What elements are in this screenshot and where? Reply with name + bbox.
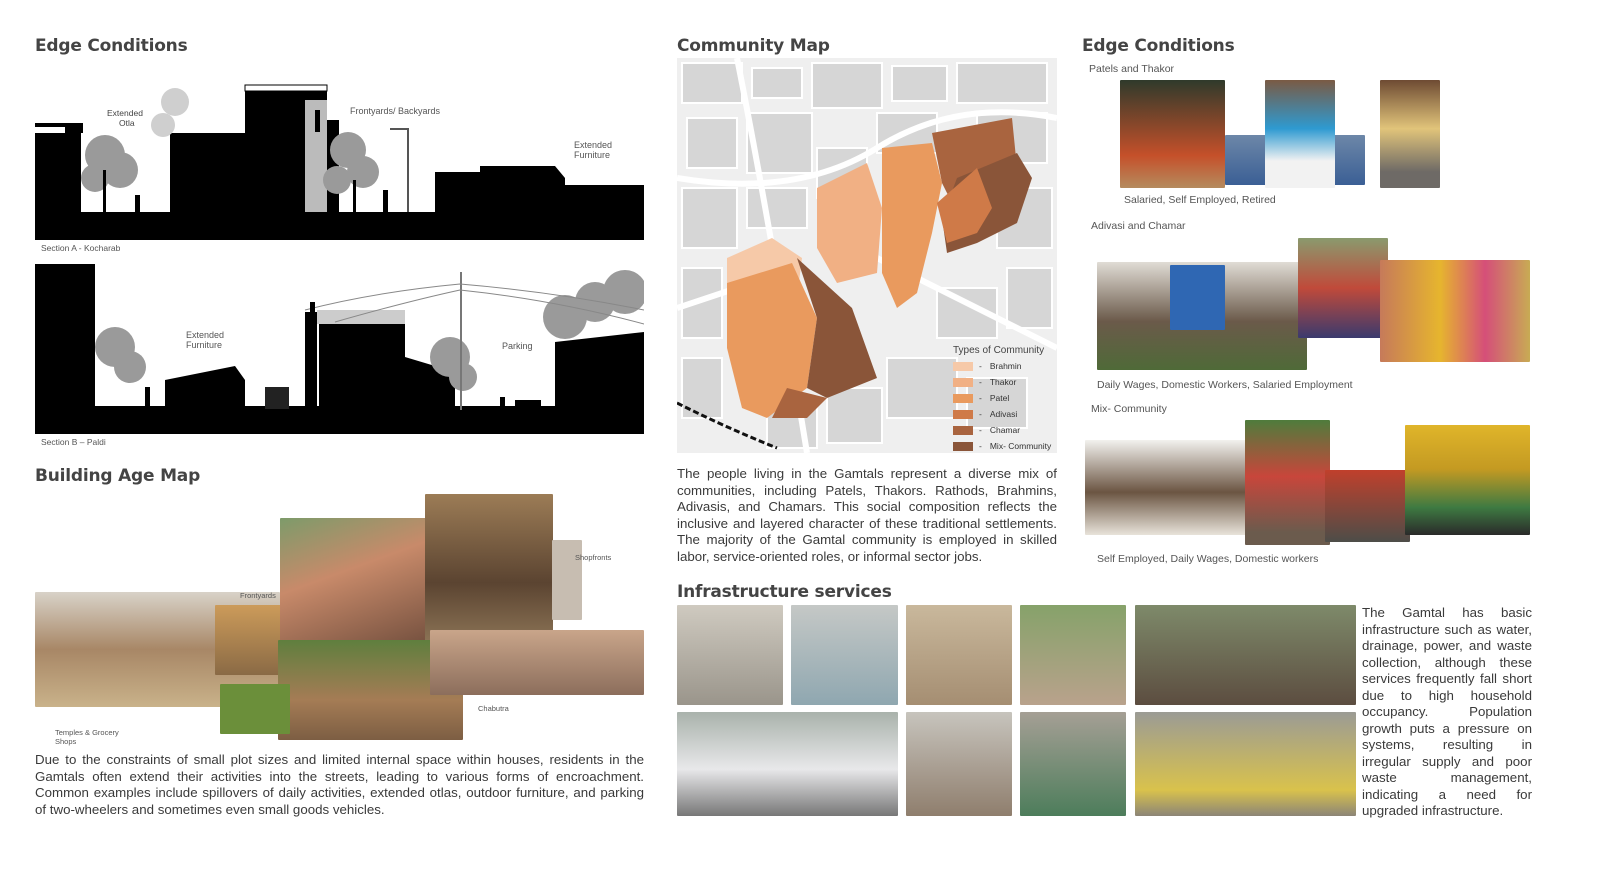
seating-photo: [430, 630, 644, 695]
note-parking: Parking: [502, 341, 533, 351]
legend-item-chamar: - Chamar: [953, 422, 1057, 438]
note-chabutra: Chabutra: [478, 704, 509, 713]
edge-conditions-title-right: Edge Conditions: [1082, 36, 1235, 56]
section-a-label: Section A - Kocharab: [41, 243, 121, 253]
edge-conditions-title-left: Edge Conditions: [35, 36, 188, 56]
note-temples-grocery: Temples & Grocery Shops: [55, 728, 119, 746]
svg-text:Extended: Extended: [107, 108, 143, 118]
section-b-drawing: [35, 262, 644, 434]
infra-photo-waste-bins: [1020, 712, 1126, 816]
legend-swatch: [953, 394, 973, 403]
legend-label: Adivasi: [989, 409, 1018, 419]
photo-teacher: [1120, 80, 1225, 188]
infra-photo-wall: [906, 605, 1012, 705]
legend-item-thakor: - Thakor: [953, 374, 1057, 390]
section-a-drawing: [35, 60, 644, 240]
group-heading-adivasi-chamar: Adivasi and Chamar: [1091, 220, 1186, 232]
legend-item-adivasi: - Adivasi: [953, 406, 1057, 422]
note-shopfronts: Shopfronts: [575, 553, 612, 562]
group-caption-adivasi-chamar: Daily Wages, Domestic Workers, Salaried Employment: [1097, 379, 1353, 391]
photo-vegetable-seller: [1245, 420, 1330, 545]
note-frontyards: Frontyards: [240, 591, 276, 600]
shop-sign-photo: [552, 540, 582, 620]
note-extended-furniture-b: Extended Furniture: [186, 330, 225, 350]
infra-photo-water-storage: [791, 605, 898, 705]
photo-auto-rickshaw: [1405, 425, 1530, 535]
legend-swatch: [953, 362, 973, 371]
infra-photo-water-tap: [677, 605, 783, 705]
group-heading-patels-thakor: Patels and Thakor: [1089, 63, 1175, 75]
photo-vegetable-cart: [1325, 470, 1410, 542]
infrastructure-title: Infrastructure services: [677, 582, 892, 602]
community-map-title: Community Map: [677, 36, 830, 56]
legend-item-mix-community: - Mix- Community: [953, 438, 1057, 454]
auto-rickshaw-photo: [220, 684, 290, 734]
legend-label: Chamar: [989, 425, 1021, 435]
legend-label: Mix- Community: [989, 441, 1052, 451]
infra-photo-yellow-bins: [1135, 712, 1356, 816]
infra-photo-electric-meters: [906, 712, 1012, 816]
legend-swatch: [953, 426, 973, 435]
legend-label: Brahmin: [989, 361, 1022, 371]
infra-photo-toilet-block: [677, 712, 898, 816]
infrastructure-paragraph: The Gamtal has basic infrastructure such as water, drainage, power, and waste collection, although these services frequently fall short due to high household occupancy. Population growth puts a pressure on systems, resulting in irregular supply and poor waste management, indicating a need for upgraded infrastructure.: [1362, 605, 1532, 818]
photo-man-yellow-shirt: [1380, 80, 1440, 188]
frontyard-photo: [280, 518, 435, 653]
photo-women-workers: [1380, 260, 1530, 362]
legend-swatch: [953, 410, 973, 419]
photo-cattle-herder: [1085, 440, 1250, 535]
shopfront-photo: [425, 494, 553, 642]
legend-swatch: [953, 378, 973, 387]
building-age-map-title: Building Age Map: [35, 466, 201, 486]
note-extended-furniture-a: Extended Furniture: [574, 140, 613, 160]
legend-item-brahmin: - Brahmin: [953, 358, 1057, 374]
photo-shopkeeper: [1265, 80, 1335, 188]
section-b-label: Section B – Paldi: [41, 437, 106, 447]
community-legend: [953, 345, 1057, 454]
photo-snack-cart: [1298, 238, 1388, 338]
group-caption-mix-community: Self Employed, Daily Wages, Domestic workers: [1097, 553, 1319, 565]
infra-photo-cattle-shed: [1135, 605, 1356, 705]
legend-item-patel: - Patel: [953, 390, 1057, 406]
svg-text:Otla: Otla: [119, 118, 135, 128]
legend-label: Thakor: [989, 377, 1017, 387]
community-paragraph: The people living in the Gamtals represent a diverse mix of communities, including Patels, Thakors. Rathods, Brahmins, Adivasis, and Chamars. This social composition reflects the inclusive and layered character of these traditional settlements. The majority of the Gamtal community is employed in skilled labor, service-oriented roles, or informal sector jobs.: [677, 466, 1057, 564]
legend-title: Types of Community: [953, 345, 1045, 356]
note-frontyards-backyards: Frontyards/ Backyards: [350, 106, 441, 116]
photo-water-drum: [1170, 265, 1225, 330]
legend-swatch: [953, 442, 973, 451]
legend-label: Patel: [989, 393, 1010, 403]
group-caption-patels-thakor: Salaried, Self Employed, Retired: [1124, 194, 1276, 206]
edge-conditions-paragraph: Due to the constraints of small plot sizes and limited internal space within houses, residents in the Gamtals often extend their activities into the streets, leading to various forms of encroachment. Common examples include spillovers of daily activities, extended otlas, outdoor furniture, and parking of two-wheelers and sometimes even small goods vehicles.: [35, 752, 644, 817]
infra-photo-street: [1020, 605, 1126, 705]
group-heading-mix-community: Mix- Community: [1091, 403, 1167, 415]
